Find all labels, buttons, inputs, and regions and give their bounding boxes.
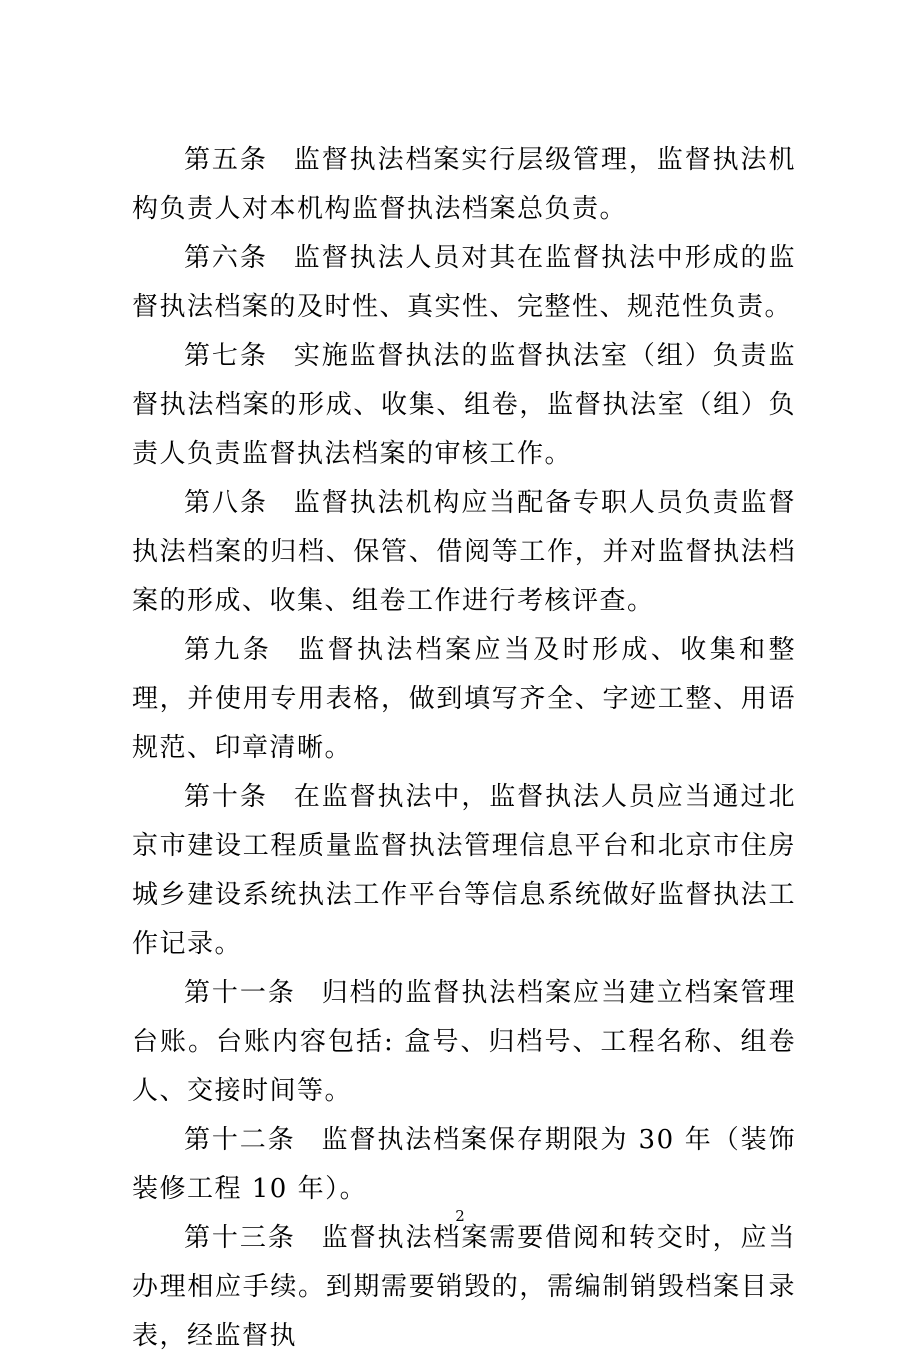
article-number: 第十三条 <box>184 1223 296 1253</box>
article-text: 监督执法档案保存期限为 30 年（装饰装修工程 10 年）。 <box>132 1125 796 1204</box>
article-number: 第八条 <box>184 488 268 518</box>
article-text: 监督执法机构应当配备专职人员负责监督执法档案的归档、保管、借阅等工作，并对监督执法档案的形成、收集、组卷工作进行考核评查。 <box>132 488 796 616</box>
article-number: 第六条 <box>184 243 268 273</box>
article-number: 第七条 <box>184 341 268 371</box>
article-text: 监督执法档案需要借阅和转交时，应当办理相应手续。到期需要销毁的，需编制销毁档案目录表，经监督执 <box>132 1223 796 1351</box>
article-number: 第十二条 <box>184 1125 296 1155</box>
article-text: 监督执法档案实行层级管理，监督执法机构负责人对本机构监督执法档案总负责。 <box>132 145 796 224</box>
page-number: 2 <box>455 1207 465 1225</box>
article-9 <box>132 626 796 773</box>
article-number: 第五条 <box>184 145 268 175</box>
article-text: 归档的监督执法档案应当建立档案管理台账。台账内容包括: 盒号、归档号、工程名称、组卷人、交接时间等。 <box>132 978 796 1106</box>
article-5 <box>132 136 796 234</box>
article-8 <box>132 479 796 626</box>
article-text: 在监督执法中，监督执法人员应当通过北京市建设工程质量监督执法管理信息平台和北京市住房城乡建设系统执法工作平台等信息系统做好监督执法工作记录。 <box>132 782 796 959</box>
article-list <box>132 136 796 1361</box>
article-6 <box>132 234 796 332</box>
article-7 <box>132 332 796 479</box>
article-number: 第九条 <box>184 635 273 665</box>
article-13 <box>132 1214 796 1361</box>
article-10 <box>132 773 796 969</box>
article-text: 监督执法档案应当及时形成、收集和整理，并使用专用表格，做到填写齐全、字迹工整、用语规范、印章清晰。 <box>132 635 796 763</box>
article-11 <box>132 969 796 1116</box>
article-12 <box>132 1116 796 1214</box>
article-number: 第十一条 <box>184 978 296 1008</box>
article-text: 实施监督执法的监督执法室（组）负责监督执法档案的形成、收集、组卷，监督执法室（组）负责人负责监督执法档案的审核工作。 <box>132 341 796 469</box>
article-number: 第十条 <box>184 782 268 812</box>
article-text: 监督执法人员对其在监督执法中形成的监督执法档案的及时性、真实性、完整性、规范性负责。 <box>132 243 796 322</box>
